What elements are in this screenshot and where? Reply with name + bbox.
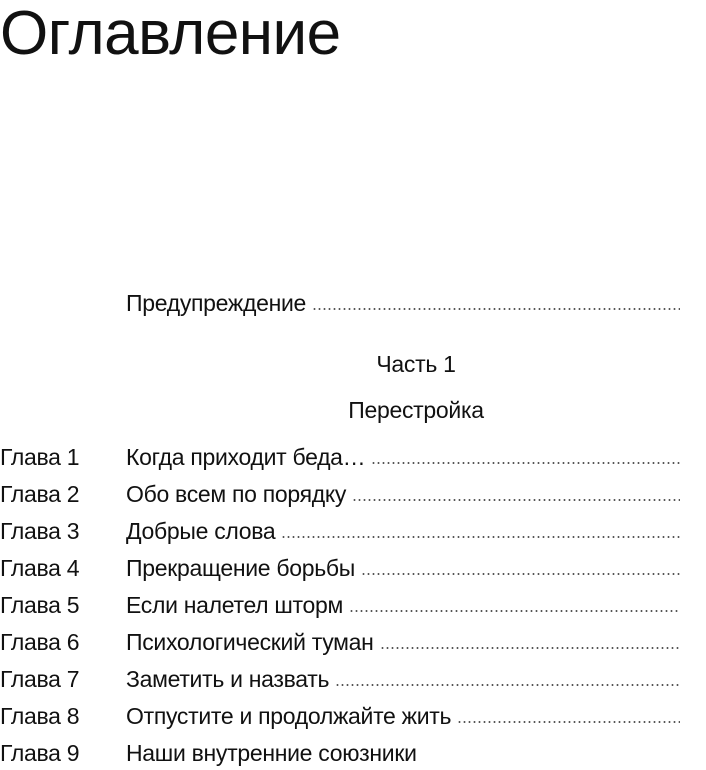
- toc-entry-chapter-4[interactable]: [0, 551, 680, 585]
- toc-entry: [126, 477, 680, 511]
- toc-entry-preface[interactable]: [0, 286, 680, 320]
- toc-entry: [126, 514, 680, 548]
- toc-entry-title: Обо всем по порядку: [126, 481, 347, 507]
- toc-entry-chapter-2[interactable]: [0, 477, 680, 511]
- chapter-label: Глава 3: [0, 518, 80, 544]
- toc-entry-title: Когда приходит беда…: [126, 444, 366, 470]
- toc-entry-title: Наши внутренние союзники: [126, 740, 417, 766]
- chapter-label: Глава 1: [0, 444, 80, 470]
- toc-entry: [126, 551, 680, 585]
- toc-entry-title: Добрые слова: [126, 518, 276, 544]
- dot-leader: [335, 684, 680, 686]
- dot-leader: [281, 536, 680, 538]
- dot-leader: [349, 610, 680, 612]
- toc-entry-title: Предупреждение: [126, 290, 307, 316]
- part-title: Перестройка: [348, 397, 484, 423]
- toc-entry: [126, 625, 680, 659]
- part-number: Часть 1: [376, 351, 456, 377]
- toc-entry-title: Отпустите и продолжайте жить: [126, 703, 452, 729]
- chapter-label: Глава 8: [0, 703, 80, 729]
- chapter-label: Глава 9: [0, 740, 80, 766]
- toc-entry-title: Прекращение борьбы: [126, 555, 355, 581]
- dot-leader: [371, 462, 680, 464]
- dot-leader: [457, 721, 680, 723]
- toc-entry-chapter-7[interactable]: [0, 662, 680, 696]
- toc-entry-chapter-9[interactable]: [0, 736, 680, 766]
- dot-leader: [352, 499, 680, 501]
- toc-entry-chapter-5[interactable]: [0, 588, 680, 622]
- toc-entry: [126, 662, 680, 696]
- toc-entry-chapter-8[interactable]: [0, 699, 680, 733]
- dot-leader: [361, 573, 680, 575]
- page-title: Оглавление: [0, 0, 341, 68]
- chapter-label: Глава 4: [0, 555, 80, 581]
- toc-entry-title: Психологический туман: [126, 629, 374, 655]
- toc-entry: [126, 286, 680, 320]
- toc-entry-chapter-6[interactable]: [0, 625, 680, 659]
- chapter-label: Глава 7: [0, 666, 80, 692]
- toc-entry-chapter-1[interactable]: [0, 440, 680, 474]
- toc-entry: [126, 699, 680, 733]
- chapter-label: Глава 6: [0, 629, 80, 655]
- dot-leader: [380, 647, 680, 649]
- chapter-label: Глава 2: [0, 481, 80, 507]
- dot-leader: [312, 308, 680, 310]
- chapter-label: Глава 5: [0, 592, 80, 618]
- toc-entry-title: Заметить и назвать: [126, 666, 330, 692]
- toc-entry: [126, 736, 680, 770]
- toc-entry-title: Если налетел шторм: [126, 592, 344, 618]
- toc-entry: [126, 588, 680, 622]
- toc-entry: [126, 440, 680, 474]
- toc-entry-chapter-3[interactable]: [0, 514, 680, 548]
